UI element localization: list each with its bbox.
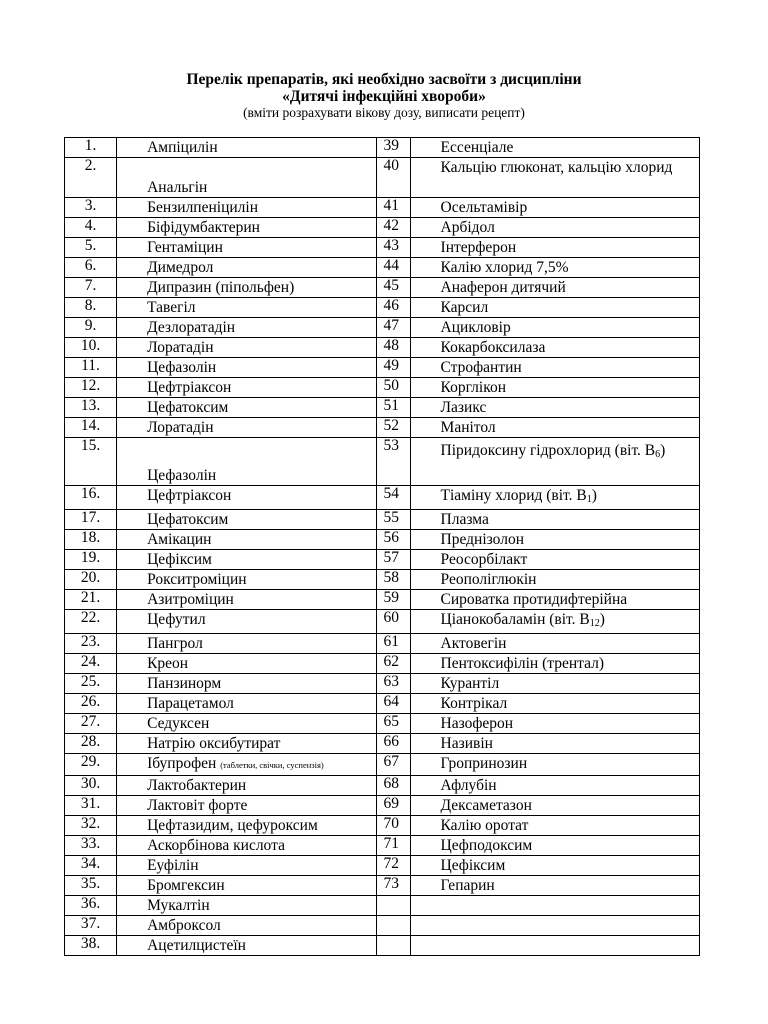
drug-name: [117, 754, 377, 776]
drug-name-right: [410, 158, 699, 198]
drug-name-text: Парацетамол: [147, 695, 234, 712]
drug-name: [117, 776, 377, 796]
closing-paren: ): [591, 487, 597, 504]
drug-name: [117, 896, 377, 916]
row-number: 11.: [65, 358, 117, 378]
drug-name-right-text: Цефіксим: [440, 857, 506, 874]
row-number-right: [377, 936, 410, 956]
row-number: 20.: [65, 570, 117, 590]
drug-name-text: Цефазолін: [147, 467, 217, 484]
row-number: 19.: [65, 550, 117, 570]
drug-name-text: Седуксен: [147, 715, 210, 732]
row-number: 8.: [65, 298, 117, 318]
closing-paren: ): [599, 611, 605, 628]
drug-name: [117, 418, 377, 438]
drug-name: [117, 694, 377, 714]
drug-name: [117, 398, 377, 418]
table-row: [65, 936, 700, 956]
row-number-right: 48: [377, 338, 410, 358]
row-number-right: 52: [377, 418, 410, 438]
row-number: 30.: [65, 776, 117, 796]
drug-name-right-text: Лазикс: [440, 399, 487, 416]
table-row: [65, 796, 700, 816]
table-row: [65, 610, 700, 634]
drug-name-text: Цефатоксим: [147, 399, 229, 416]
drug-name-right-text: Плазма: [440, 511, 489, 528]
table-row: [65, 654, 700, 674]
drug-name-text: Аскорбінова кислота: [147, 837, 285, 854]
drug-name-right: [410, 218, 699, 238]
row-number-right: 67: [377, 754, 410, 776]
drug-name-text: Цефтріаксон: [147, 487, 232, 504]
row-number: 7.: [65, 278, 117, 298]
row-number: 21.: [65, 590, 117, 610]
drug-name-right-text: Піридоксину гідрохлорид (віт. B: [440, 442, 656, 459]
row-number-right: 68: [377, 776, 410, 796]
drug-name-text: Мукалтін: [147, 897, 210, 914]
drug-name-text: Рокситроміцин: [147, 571, 247, 588]
drug-name: [117, 734, 377, 754]
row-number-right: 46: [377, 298, 410, 318]
drug-name-right-text: Назоферон: [440, 715, 514, 732]
row-number-right: 50: [377, 378, 410, 398]
row-number: 32.: [65, 816, 117, 836]
drug-name-right-text: Ацикловір: [440, 319, 511, 336]
row-number: 9.: [65, 318, 117, 338]
drug-name: [117, 218, 377, 238]
drug-name-right: [410, 590, 699, 610]
drug-name-text: Натрію оксибутират: [147, 735, 281, 752]
drug-name: [117, 238, 377, 258]
table-row: [65, 218, 700, 238]
drug-name: [117, 530, 377, 550]
drug-name-right: [410, 936, 699, 956]
drug-name-right-text: Тіаміну хлорид (віт. B: [440, 487, 587, 504]
drug-name: [117, 258, 377, 278]
row-number: 25.: [65, 674, 117, 694]
drug-name-right-text: Кокарбоксилаза: [440, 339, 546, 356]
drug-name-right-text: Пентоксифілін (трентал): [440, 655, 605, 672]
drug-name-right-text: Арбідол: [440, 219, 495, 236]
table-row: [65, 338, 700, 358]
closing-paren: ): [660, 442, 666, 459]
drug-name-right-text: Актовегін: [440, 635, 507, 652]
drug-name-right: [410, 856, 699, 876]
drug-name-right: [410, 318, 699, 338]
row-number: 2.: [65, 158, 117, 198]
row-number-right: 54: [377, 486, 410, 510]
drug-name-right-text: Гепарин: [440, 877, 495, 894]
drug-name-right-text: Калію хлорид 7,5%: [440, 259, 569, 276]
row-number-right: 53: [377, 438, 410, 486]
table-row: [65, 530, 700, 550]
drug-name-text: Гентаміцин: [147, 239, 223, 256]
drug-name: [117, 570, 377, 590]
drug-name-text: Цефазолін: [147, 359, 217, 376]
row-number-right: 42: [377, 218, 410, 238]
drug-name-right: [410, 278, 699, 298]
row-number-right: 65: [377, 714, 410, 734]
table-row: [65, 694, 700, 714]
row-number: 13.: [65, 398, 117, 418]
row-number-right: 57: [377, 550, 410, 570]
table-row: [65, 776, 700, 796]
drug-name-right: [410, 836, 699, 856]
drug-name-right: [410, 694, 699, 714]
table-row: [65, 358, 700, 378]
drug-name-right: [410, 634, 699, 654]
drug-name: [117, 836, 377, 856]
table-row: [65, 550, 700, 570]
drug-name: [117, 634, 377, 654]
row-number: 36.: [65, 896, 117, 916]
drug-name: [117, 550, 377, 570]
row-number-right: 45: [377, 278, 410, 298]
drug-name-right: [410, 398, 699, 418]
table-row: [65, 486, 700, 510]
row-number: 33.: [65, 836, 117, 856]
row-number: 1.: [65, 138, 117, 158]
drug-name-text: Амікацин: [147, 531, 212, 548]
table-row: [65, 590, 700, 610]
drug-name-right-text: Кальцію глюконат, кальцію хлорид: [440, 159, 673, 176]
drug-name: [117, 338, 377, 358]
row-number: 34.: [65, 856, 117, 876]
drug-name-right: [410, 674, 699, 694]
row-number: 29.: [65, 754, 117, 776]
row-number-right: [377, 896, 410, 916]
drug-name-text: Цефутил: [147, 611, 206, 628]
row-number: 12.: [65, 378, 117, 398]
row-number: 4.: [65, 218, 117, 238]
row-number: 37.: [65, 916, 117, 936]
row-number-right: 49: [377, 358, 410, 378]
drug-name-right: [410, 570, 699, 590]
subscript: 6: [655, 449, 661, 460]
drug-name-right-text: Називін: [440, 735, 493, 752]
drug-name-right: [410, 734, 699, 754]
drug-name: [117, 936, 377, 956]
row-number-right: 55: [377, 510, 410, 530]
table-row: [65, 398, 700, 418]
row-number-right: 59: [377, 590, 410, 610]
row-number-right: 70: [377, 816, 410, 836]
document-subtitle: (вміти розрахувати вікову дозу, виписати рецепт): [243, 105, 525, 120]
row-number: 28.: [65, 734, 117, 754]
table-row: [65, 438, 700, 486]
row-number-right: 41: [377, 198, 410, 218]
table-row: [65, 674, 700, 694]
row-number-right: 47: [377, 318, 410, 338]
drug-list-body: [65, 138, 700, 956]
drug-name-right: [410, 714, 699, 734]
drug-name-text: Цефтазидим, цефуроксим: [147, 817, 318, 834]
table-row: [65, 856, 700, 876]
drug-name-right: [410, 776, 699, 796]
drug-name-right: [410, 876, 699, 896]
row-number-right: 63: [377, 674, 410, 694]
table-row: [65, 754, 700, 776]
drug-name-text: Тавегіл: [147, 299, 196, 316]
drug-name-right-text: Корглікон: [440, 379, 506, 396]
table-row: [65, 198, 700, 218]
drug-name-right-text: Цефподоксим: [440, 837, 533, 854]
row-number-right: 69: [377, 796, 410, 816]
row-number-right: 71: [377, 836, 410, 856]
drug-name-text: Ампіцилін: [147, 139, 218, 156]
row-number-right: 60: [377, 610, 410, 634]
drug-name: [117, 378, 377, 398]
drug-name-right: [410, 550, 699, 570]
table-row: [65, 714, 700, 734]
drug-name-text: Лоратадін: [147, 419, 214, 436]
table-row: [65, 138, 700, 158]
drug-name-right: [410, 418, 699, 438]
drug-name-right: [410, 796, 699, 816]
drug-name: [117, 510, 377, 530]
row-number: 27.: [65, 714, 117, 734]
drug-name-right: [410, 238, 699, 258]
drug-name-right: [410, 486, 699, 510]
drug-name: [117, 198, 377, 218]
table-row: [65, 258, 700, 278]
drug-name-right-text: Карсил: [440, 299, 489, 316]
drug-name-text: Бромгексин: [147, 877, 225, 894]
drug-name-text: Дипразин (піпольфен): [147, 279, 295, 296]
drug-name-right: [410, 530, 699, 550]
row-number-right: 66: [377, 734, 410, 754]
row-number: 3.: [65, 198, 117, 218]
drug-name: [117, 358, 377, 378]
drug-name: [117, 590, 377, 610]
drug-name-text: Еуфілін: [147, 857, 199, 874]
drug-name-right: [410, 298, 699, 318]
row-number: 15.: [65, 438, 117, 486]
row-number: 16.: [65, 486, 117, 510]
drug-name-right: [410, 916, 699, 936]
row-number-right: 43: [377, 238, 410, 258]
row-number-right: 40: [377, 158, 410, 198]
subscript: 12: [589, 618, 600, 629]
drug-name-right-text: Реополіглюкін: [440, 571, 537, 588]
drug-name-right-text: Манітол: [440, 419, 496, 436]
row-number-right: 58: [377, 570, 410, 590]
drug-name-right: [410, 198, 699, 218]
drug-name-text: Ібупрофен: [147, 755, 217, 772]
drug-name-right-text: Ціанокобаламін (віт. B: [440, 611, 590, 628]
drug-name-right: [410, 654, 699, 674]
drug-name: [117, 158, 377, 198]
drug-name-right-text: Преднізолон: [440, 531, 524, 548]
row-number-right: 73: [377, 876, 410, 896]
drug-name-text: Лактобактерин: [147, 777, 247, 794]
drug-name-right-text: Афлубін: [440, 777, 497, 794]
drug-name-right: [410, 358, 699, 378]
drug-name-right: [410, 258, 699, 278]
drug-name-text: Азитроміцин: [147, 591, 234, 608]
drug-name-right-text: Анаферон дитячий: [440, 279, 566, 296]
row-number: 31.: [65, 796, 117, 816]
drug-name-right: [410, 378, 699, 398]
drug-name-right-text: Ессенціале: [440, 139, 514, 156]
table-row: [65, 318, 700, 338]
drug-name: [117, 674, 377, 694]
drug-name: [117, 654, 377, 674]
drug-name-right-text: Курантіл: [440, 675, 500, 692]
row-number: 18.: [65, 530, 117, 550]
table-row: [65, 916, 700, 936]
drug-name: [117, 796, 377, 816]
drug-name-right: [410, 438, 699, 486]
row-number-right: [377, 916, 410, 936]
table-row: [65, 836, 700, 856]
drug-name-right-text: Сироватка протидифтерійна: [440, 591, 628, 608]
table-row: [65, 734, 700, 754]
drug-name-text: Лактовіт форте: [147, 797, 248, 814]
drug-name-text: Панзинорм: [147, 675, 222, 692]
drug-name: [117, 876, 377, 896]
table-row: [65, 298, 700, 318]
drug-name-right-text: Калію оротат: [440, 817, 529, 834]
drug-name-right-text: Контрікал: [440, 695, 508, 712]
drug-name-text: Креон: [147, 655, 189, 672]
drug-name-text: Цефіксим: [147, 551, 212, 568]
drug-name: [117, 298, 377, 318]
drug-name: [117, 610, 377, 634]
drug-name-right-text: Строфантин: [440, 359, 522, 376]
row-number: 17.: [65, 510, 117, 530]
drug-name-text: Біфідумбактерин: [147, 219, 260, 236]
table-row: [65, 876, 700, 896]
table-row: [65, 510, 700, 530]
row-number-right: 56: [377, 530, 410, 550]
subscript: 1: [586, 494, 592, 505]
drug-name-right-text: Реосорбілакт: [440, 551, 528, 568]
drug-name-text: Амброксол: [147, 917, 221, 934]
drug-name-right-text: Дексаметазон: [440, 797, 532, 814]
row-number-right: 64: [377, 694, 410, 714]
row-number: 10.: [65, 338, 117, 358]
row-number: 6.: [65, 258, 117, 278]
drug-name-text: Цефтріаксон: [147, 379, 232, 396]
row-number: 35.: [65, 876, 117, 896]
drug-name: [117, 438, 377, 486]
drug-name-right: [410, 610, 699, 634]
drug-name-right: [410, 754, 699, 776]
table-row: [65, 238, 700, 258]
drug-name-right-text: Осельтамівір: [440, 199, 528, 216]
drug-name-text: Пангрол: [147, 635, 203, 652]
row-number: 22.: [65, 610, 117, 634]
row-number: 14.: [65, 418, 117, 438]
drug-name-text: Цефатоксим: [147, 511, 229, 528]
table-row: [65, 570, 700, 590]
document-title-line-2: «Дитячі інфекційні хвороби»: [282, 88, 486, 105]
row-number-right: 62: [377, 654, 410, 674]
row-number-right: 72: [377, 856, 410, 876]
drug-name-right: [410, 896, 699, 916]
row-number: 26.: [65, 694, 117, 714]
drug-name: [117, 138, 377, 158]
row-number-right: 51: [377, 398, 410, 418]
table-row: [65, 418, 700, 438]
drug-name-right-text: Інтерферон: [440, 239, 517, 256]
table-row: [65, 158, 700, 198]
document-header: [0, 71, 768, 120]
row-number: 5.: [65, 238, 117, 258]
table-row: [65, 278, 700, 298]
drug-name: [117, 816, 377, 836]
drug-name-right-text: Гропринозин: [440, 755, 528, 772]
drug-name: [117, 714, 377, 734]
drug-name-text: Анальгін: [147, 179, 208, 196]
row-number: 24.: [65, 654, 117, 674]
drug-name: [117, 916, 377, 936]
drug-list-table: [64, 137, 700, 956]
drug-name-text: Ацетилцистеїн: [147, 937, 246, 954]
table-row: [65, 634, 700, 654]
table-row: [65, 378, 700, 398]
drug-name: [117, 486, 377, 510]
document-title-line-1: Перелік препаратів, які необхідно засвоїти з дисципліни: [186, 71, 582, 88]
drug-name: [117, 856, 377, 876]
drug-name-right: [410, 816, 699, 836]
table-row: [65, 896, 700, 916]
row-number: 23.: [65, 634, 117, 654]
drug-form-note: (таблетки, свічки, суспензія): [220, 760, 324, 770]
drug-name-text: Димедрол: [147, 259, 214, 276]
drug-name: [117, 318, 377, 338]
row-number-right: 39: [377, 138, 410, 158]
row-number: 38.: [65, 936, 117, 956]
drug-name-text: Лоратадін: [147, 339, 214, 356]
row-number-right: 61: [377, 634, 410, 654]
drug-name-right: [410, 510, 699, 530]
drug-name: [117, 278, 377, 298]
table-row: [65, 816, 700, 836]
drug-name-right: [410, 338, 699, 358]
row-number-right: 44: [377, 258, 410, 278]
drug-name-text: Бензилпеніцилін: [147, 199, 259, 216]
drug-name-text: Дезлоратадін: [147, 319, 236, 336]
drug-name-right: [410, 138, 699, 158]
